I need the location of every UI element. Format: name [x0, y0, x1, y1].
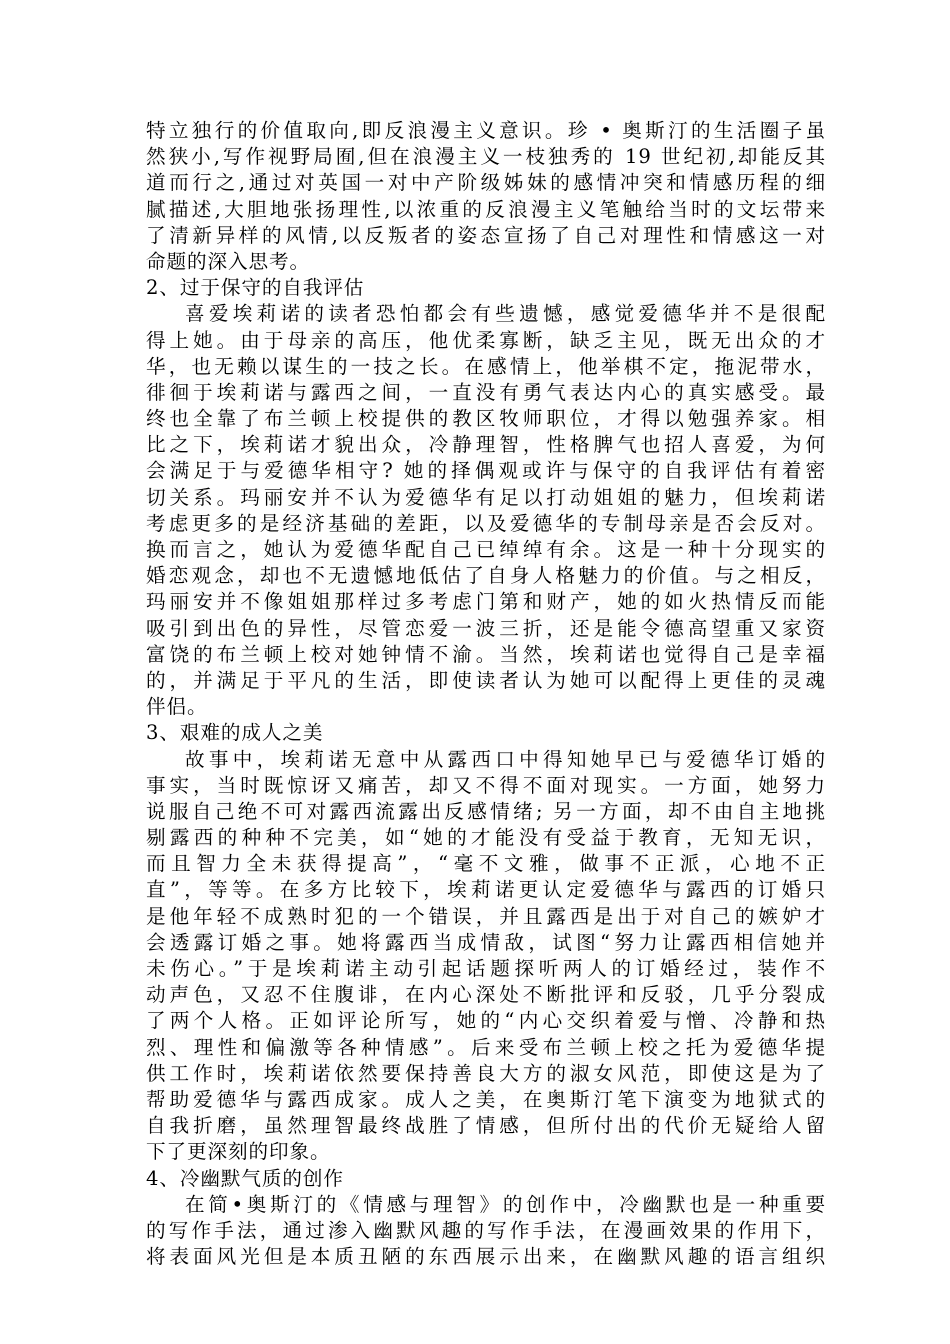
text-line: 终也全靠了布兰顿上校提供的教区牧师职位，才得以勉强养家。相	[146, 407, 826, 431]
text-line: 下了更深刻的印象。	[146, 1140, 331, 1164]
text-line: 的写作手法，通过渗入幽默风趣的写作手法，在漫画效果的作用下，	[146, 1218, 826, 1242]
text-line: 婚恋观念，却也不无遗憾地低估了自身人格魅力的价值。与之相反，	[146, 564, 826, 588]
section-2	[146, 275, 826, 720]
section-4	[146, 1166, 826, 1271]
section-3	[146, 720, 826, 1165]
text-line: 了两个人格。正如评论所写，她的“内心交织着爱与憎、冷静和热	[146, 1009, 826, 1033]
text-line: 直”，等等。在多方比较下，埃莉诺更认定爱德华与露西的订婚只	[146, 878, 826, 902]
text-line: 命题的深入思考。	[146, 249, 310, 273]
text-line: 考虑更多的是经济基础的差距，以及爱德华的专制母亲是否会反对。	[146, 511, 826, 535]
text-line: 帮助爱德华与露西成家。成人之美，在奥斯汀笔下演变为地狱式的	[146, 1087, 826, 1111]
text-line: 的，并满足于平凡的生活，即使读者认为她可以配得上更佳的灵魂	[146, 668, 826, 692]
text-line: 切关系。玛丽安并不认为爱德华有足以打动姐姐的魅力，但埃莉诺	[146, 485, 826, 509]
text-line: 说服自己绝不可对露西流露出反感情绪; 另一方面，却不由自主地挑	[146, 799, 826, 823]
text-line: 徘徊于埃莉诺与露西之间，一直没有勇气表达内心的真实感受。最	[146, 380, 826, 404]
text-line: 华，也无赖以谋生的一技之长。在感情上，他举棋不定，拖泥带水，	[146, 354, 826, 378]
text-line: 在简•奥斯汀的《情感与理智》的创作中，冷幽默也是一种重要	[185, 1192, 826, 1216]
text-line: 烈、理性和偏激等各种情感”。后来受布兰顿上校之托为爱德华提	[146, 1035, 826, 1059]
text-line: 会透露订婚之事。她将露西当成情敌，试图“努力让露西相信她并	[146, 930, 826, 954]
text-line: 剔露西的种种不完美，如“她的才能没有受益于教育，无知无识，	[146, 826, 826, 850]
text-line: 吸引到出色的异性，尽管恋爱一波三折，还是能令德高望重又家资	[146, 616, 826, 640]
text-line: 供工作时，埃莉诺依然要保持善良大方的淑女风范，即使这是为了	[146, 1061, 826, 1085]
section-heading: 3、艰难的成人之美	[146, 721, 324, 745]
text-line: 将表面风光但是本质丑陋的东西展示出来，在幽默风趣的语言组织	[146, 1245, 826, 1269]
text-line: 而且智力全未获得提高”，“毫不文雅，做事不正派，心地不正	[146, 852, 826, 876]
text-line: 是他年轻不成熟时犯的一个错误，并且露西是出于对自己的嫉妒才	[146, 904, 826, 928]
text-line: 得上她。由于母亲的高压，他优柔寡断，缺乏主见，既无出众的才	[146, 328, 826, 352]
text-line: 了清新异样的风情,以反叛者的姿态宣扬了自己对理性和情感这一对	[146, 223, 826, 247]
section-heading: 2、过于保守的自我评估	[146, 276, 365, 300]
text-line: 道而行之,通过对英国一对中产阶级姊妹的感情冲突和情感历程的细	[146, 171, 826, 195]
section-heading: 4、冷幽默气质的创作	[146, 1166, 344, 1190]
text-line: 动声色，又忍不住腹诽，在内心深处不断批评和反驳，几乎分裂成	[146, 983, 826, 1007]
text-line: 特立独行的价值取向,即反浪漫主义意识。珍 • 奥斯汀的生活圈子虽	[146, 119, 826, 142]
text-line: 自我折磨，虽然理智最终战胜了情感，但所付出的代价无疑给人留	[146, 1114, 826, 1138]
text-line: 故事中，埃莉诺无意中从露西口中得知她早已与爱德华订婚的	[185, 747, 826, 771]
text-line: 未伤心。”于是埃莉诺主动引起话题探听两人的订婚经过，装作不	[146, 957, 826, 980]
paragraph-1	[146, 118, 826, 275]
text-line: 换而言之，她认为爱德华配自己已绰绰有余。这是一种十分现实的	[146, 538, 826, 561]
text-line: 喜爱埃莉诺的读者恐怕都会有些遗憾，感觉爱德华并不是很配	[185, 302, 826, 326]
text-line: 富饶的布兰顿上校对她钟情不渝。当然，埃莉诺也觉得自己是幸福	[146, 642, 826, 666]
text-line: 然狭小,写作视野局囿,但在浪漫主义一枝独秀的 19 世纪初,却能反其	[146, 145, 826, 169]
text-line: 事实，当时既惊讶又痛苦，却又不得不面对现实。一方面，她努力	[146, 773, 826, 797]
text-line: 伴侣。	[146, 695, 208, 719]
document-page	[146, 118, 826, 1270]
text-line: 会满足于与爱德华相守? 她的择偶观或许与保守的自我评估有着密	[146, 459, 826, 483]
text-line: 比之下，埃莉诺才貌出众，冷静理智，性格脾气也招人喜爱，为何	[146, 433, 826, 457]
text-line: 玛丽安并不像姐姐那样过多考虑门第和财产，她的如火热情反而能	[146, 590, 826, 614]
text-line: 腻描述,大胆地张扬理性,以浓重的反浪漫主义笔触给当时的文坛带来	[146, 197, 826, 221]
